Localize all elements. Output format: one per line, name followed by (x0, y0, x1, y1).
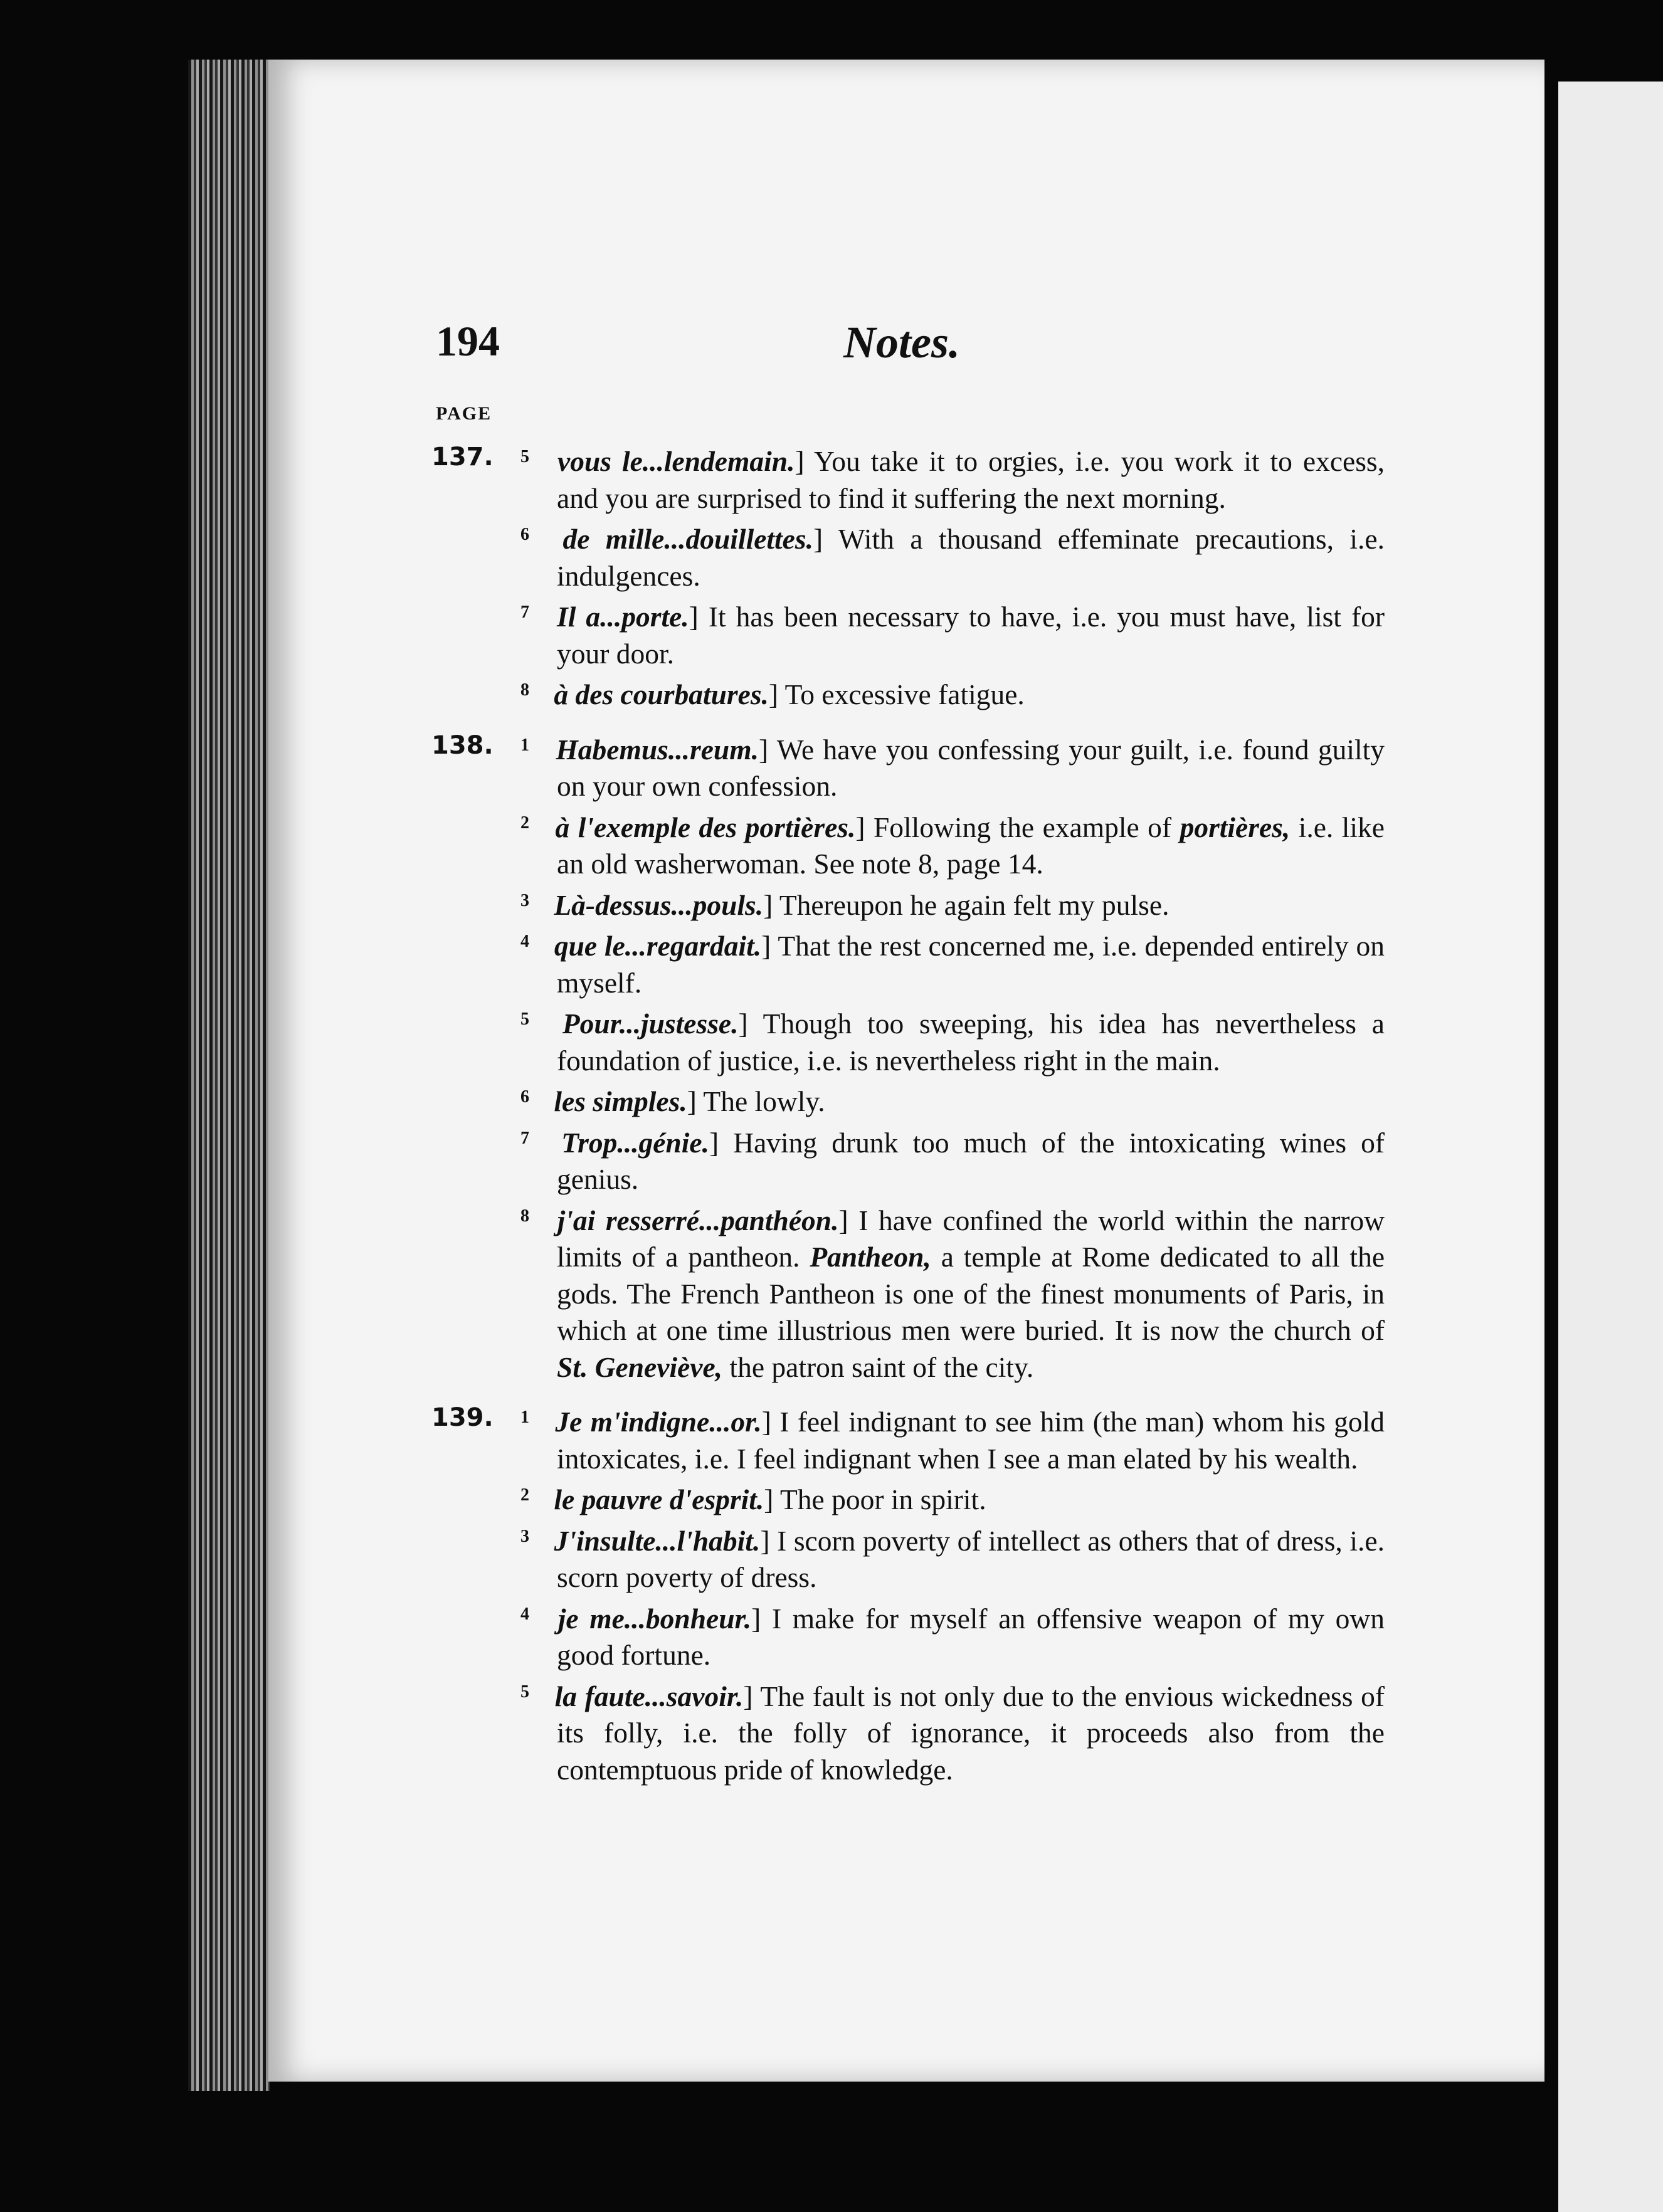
note-text: The lowly. (703, 1085, 825, 1117)
note-text: I have confined the world within the narrow limits of a pantheon. (557, 1204, 1385, 1273)
note-number: 5 (520, 1009, 529, 1029)
notes-group-138 (431, 727, 1385, 1386)
note-lemma: Habemus...reum. (556, 733, 759, 766)
note-text: The fault is not only due to the envious wickedness of its folly, i.e. the folly of ignorance, it proceeds also from the contemptuous pride of knowledge. (557, 1680, 1385, 1786)
note-text: With a thousand effeminate precautions, i.e. indulgences. (557, 523, 1385, 592)
notes-group-137 (431, 439, 1385, 714)
note-item: 139. 1 Je m'indigne...or.] I feel indignant to see him (the man) whom his gold intoxicates, i.e. I feel indignant when I see a man elated by his wealth. (431, 1399, 1385, 1477)
note-number: 6 (520, 525, 529, 544)
note-item: 4 je me...bonheur.] I make for myself an offensive weapon of my own good fortune. (431, 1596, 1385, 1674)
note-text: To excessive fatigue. (784, 678, 1025, 710)
note-page-ref: 138. (431, 730, 494, 760)
note-item: 3 J'insulte...l'habit.] I scorn poverty of intellect as others that of dress, i.e. scorn poverty of dress. (431, 1519, 1385, 1596)
note-lemma: Trop...génie. (561, 1126, 709, 1159)
note-lemma: vous le...lendemain. (557, 445, 795, 477)
note-number: 7 (520, 603, 529, 622)
note-number: 4 (520, 932, 529, 951)
note-text: a temple at Rome dedicated to all the gods. The French Pantheon is one of the finest monuments of Paris, in which at one time illustrious men were buried. It is now the church of (557, 1241, 1385, 1346)
note-item: 5 la faute...savoir.] The fault is not only due to the envious wickedness of its folly, i.e. the folly of ignorance, it proceeds also from the contemptuous pride of knowledge. (431, 1674, 1385, 1789)
note-item: 7 Trop...génie.] Having drunk too much of the intoxicating wines of genius. (431, 1120, 1385, 1198)
page-column-label: PAGE (436, 403, 492, 424)
note-item: 6 les simples.] The lowly. (431, 1079, 1385, 1120)
note-number: 3 (520, 890, 529, 910)
note-text: I feel indignant to see him (the man) whom his gold intoxicates, i.e. I feel indignant when I see a man elated by his wealth. (557, 1406, 1385, 1475)
note-item: 6 de mille...douillettes.] With a thousand effeminate precautions, i.e. indulgences. (431, 517, 1385, 594)
note-text: Following the example of (873, 811, 1172, 843)
note-number: 6 (520, 1087, 529, 1107)
note-lemma: à l'exemple des portières. (555, 811, 856, 843)
note-text: The poor in spirit. (780, 1483, 986, 1515)
note-text: You take it to orgies, i.e. you work it to excess, and you are surprised to find it suffering the next morning. (557, 445, 1385, 514)
note-number: 2 (520, 813, 529, 833)
note-page-ref: 137. (431, 443, 494, 471)
note-text: That the rest concerned me, i.e. depended entirely on myself. (557, 930, 1385, 999)
note-item: 7 Il a...porte.] It has been necessary to have, i.e. you must have, list for your door. (431, 594, 1385, 672)
page-number: 194 (436, 317, 500, 365)
note-text: It has been necessary to have, i.e. you must have, list for your door. (557, 601, 1385, 670)
note-number: 8 (520, 680, 529, 700)
note-text: We have you confessing your guilt, i.e. found guilty on your own confession. (557, 733, 1385, 802)
note-italic-term: St. Geneviève, (557, 1351, 723, 1383)
note-lemma: J'insulte...l'habit. (554, 1524, 761, 1557)
note-number: 5 (520, 447, 529, 466)
note-lemma: Pour...justesse. (562, 1008, 739, 1040)
note-item: 8 j'ai resserré...panthéon.] I have confined the world within the narrow limits of a pantheon. Pantheon, a temple at Rome dedicated to all the gods. The French Pantheon is one of the finest monuments of Paris, in which at one time illustrious men were buried. It is now the church of St. Geneviève, the patron saint of the city. (431, 1198, 1385, 1386)
note-text: the patron saint of the city. (729, 1351, 1034, 1383)
note-number: 1 (520, 1408, 529, 1427)
note-item: 4 que le...regardait.] That the rest concerned me, i.e. depended entirely on myself. (431, 924, 1385, 1001)
note-number: 1 (520, 735, 529, 755)
note-item: 8 à des courbatures.] To excessive fatigue. (431, 672, 1385, 714)
note-lemma: Là-dessus...pouls. (554, 888, 764, 921)
note-text: i.e. like an old washerwoman. See note 8, page 14. (557, 811, 1385, 880)
note-text: I make for myself an offensive weapon of my own good fortune. (557, 1602, 1385, 1671)
note-text: I scorn poverty of intellect as others that of dress, i.e. scorn poverty of dress. (557, 1524, 1385, 1593)
notes-list (431, 439, 1385, 1788)
note-lemma: la faute...savoir. (554, 1680, 744, 1712)
note-italic-term: portières, (1180, 811, 1291, 843)
note-page-ref: 139. (431, 1403, 494, 1432)
note-text: Thereupon he again felt my pulse. (779, 888, 1169, 921)
note-item: 5 Pour...justesse.] Though too sweeping, his idea has nevertheless a foundation of justice, i.e. is nevertheless right in the main. (431, 1001, 1385, 1079)
page-header (436, 317, 1376, 386)
notes-group-139 (431, 1399, 1385, 1788)
note-lemma: je me...bonheur. (557, 1602, 752, 1635)
note-lemma: le pauvre d'esprit. (554, 1483, 764, 1515)
running-title: Notes. (843, 317, 960, 367)
note-text: Though too sweeping, his idea has nevertheless a foundation of justice, i.e. is nevertheless right in the main. (557, 1008, 1385, 1077)
note-item: 138. 1 Habemus...reum.] We have you confessing your guilt, i.e. found guilty on your own confession. (431, 727, 1385, 805)
book-page-edges (188, 60, 270, 2091)
note-lemma: les simples. (554, 1085, 687, 1117)
note-lemma: à des courbatures. (554, 678, 769, 710)
note-number: 5 (520, 1682, 529, 1702)
note-item: 3 Là-dessus...pouls.] Thereupon he again felt my pulse. (431, 883, 1385, 924)
note-lemma: Je m'indigne...or. (555, 1406, 762, 1438)
note-number: 3 (520, 1526, 529, 1546)
note-item: 2 le pauvre d'esprit.] The poor in spirit. (431, 1477, 1385, 1519)
note-number: 4 (520, 1604, 529, 1624)
note-lemma: Il a...porte. (557, 601, 689, 633)
facing-page-edge (1558, 82, 1663, 2212)
note-number: 2 (520, 1485, 529, 1505)
note-number: 7 (520, 1128, 529, 1148)
note-item: 137. 5 vous le...lendemain.] You take it to orgies, i.e. you work it to excess, and you are surprised to find it suffering the next morning. (431, 439, 1385, 517)
note-italic-term: Pantheon, (810, 1241, 931, 1273)
note-lemma: que le...regardait. (554, 930, 762, 962)
note-lemma: j'ai resserré...panthéon. (557, 1204, 839, 1236)
note-lemma: de mille...douillettes. (562, 523, 813, 555)
note-number: 8 (520, 1206, 529, 1226)
note-text: Having drunk too much of the intoxicating wines of genius. (557, 1126, 1385, 1195)
note-item: 2 à l'exemple des portières.] Following the example of portières, i.e. like an old washerwoman. See note 8, page 14. (431, 805, 1385, 883)
